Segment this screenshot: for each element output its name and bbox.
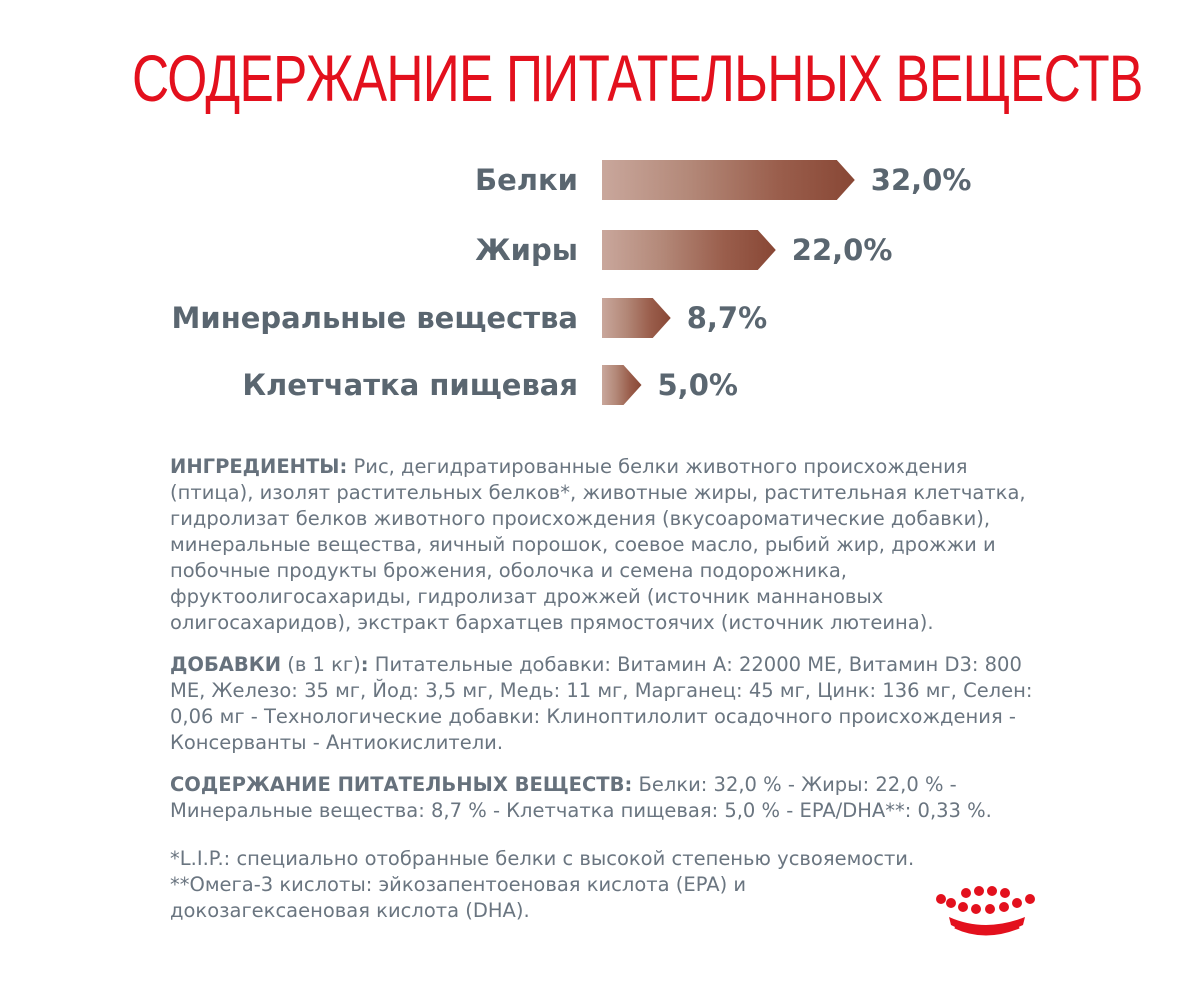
additives-colon: : (360, 653, 369, 676)
nutrients-text: Белки: 32,0 % - Жиры: 22,0 % - Минеральные вещества: 8,7 % - Клетчатка пищевая: 5,0 % - EPA/DHA**: 0,33 %. (170, 773, 992, 822)
additives-unit-note: (в 1 кг) (281, 653, 361, 676)
nutrients-heading: СОДЕРЖАНИЕ ПИТАТЕЛЬНЫХ ВЕЩЕСТВ: (170, 773, 633, 796)
value-label-protein: 32,0% (870, 163, 972, 197)
category-label-protein: Белки (474, 163, 578, 197)
value-label-fiber: 5,0% (657, 368, 738, 402)
value-label-fat: 22,0% (791, 233, 893, 267)
footnote-lip: *L.I.P.: специально отобранные белки с высокой степенью усвояемости. (170, 847, 915, 870)
nutrients-paragraph (170, 772, 1050, 824)
crown-icon (935, 885, 1045, 945)
additives-text: Питательные добавки: Витамин А: 22000 МЕ, Витамин D3: 800 МЕ, Железо: 35 мг, Йод: 3,5 мг, Медь: 11 мг, Марганец: 45 мг, Цинк: 136 мг, Селен: 0,06 мг - Технологические добавки: Клиноптилолит осадочного происхождения - Консерванты - Антиокислители. (170, 653, 1033, 754)
page-title: СОДЕРЖАНИЕ ПИТАТЕЛЬНЫХ ВЕЩЕСТВ (132, 41, 1143, 115)
bar-fat (602, 230, 776, 270)
bar-fiber (602, 365, 642, 405)
additives-heading: ДОБАВКИ (170, 653, 282, 676)
category-label-fat: Жиры (475, 233, 578, 267)
ingredients-paragraph (170, 454, 1050, 636)
bar-minerals (602, 298, 671, 338)
category-label-minerals: Минеральные вещества (171, 301, 578, 335)
ingredients-heading: ИНГРЕДИЕНТЫ: (170, 455, 348, 478)
additives-paragraph (170, 652, 1050, 756)
footnotes (170, 846, 950, 924)
bar-protein (602, 160, 855, 200)
nutrient-bar-chart (0, 140, 1200, 420)
value-label-minerals: 8,7% (686, 301, 768, 335)
ingredients-text: Рис, дегидратированные белки животного происхождения (птица), изолят растительных белков*, животные жиры, растительная клетчатка, гидролизат белков животного происхождения (вкусоароматические добавки), минеральные вещества, яичный порошок, соевое масло, рыбий жир, дрожжи и побочные продукты брожения, оболочка и семена подорожника, фруктоолигосахариды, гидролизат дрожжей (источник маннановых олигосахаридов), экстракт бархатцев прямостоячих (источник лютеина). (170, 455, 1026, 634)
category-label-fiber: Клетчатка пищевая (242, 368, 578, 402)
footnote-omega3: **Омега-3 кислоты: эйкозапентоеновая кислота (EPA) и докозагексаеновая кислота (DHA). (170, 873, 747, 922)
